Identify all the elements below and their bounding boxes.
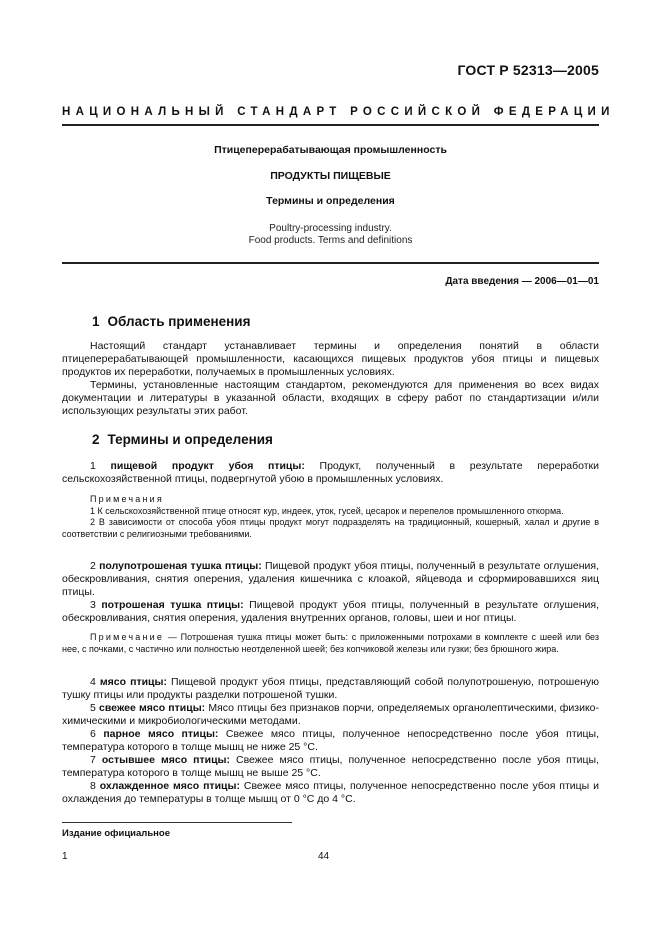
term-1-number: 1 (90, 460, 96, 472)
term-1-definition: Продукт, полученный в результате переработки сельскохозяйственной птицы, подвергнутой убою в промышленных условиях. (62, 460, 599, 485)
section-1-number: 1 (92, 314, 100, 329)
products-title: ПРОДУКТЫ ПИЩЕВЫЕ (270, 170, 391, 182)
english-title-line-2: Food products. Terms and definitions (248, 235, 413, 246)
term-4-definition: Пищевой продукт убоя птицы, представляющий собой полупотрошеную, потрошеную тушку птицы или продукты разделки потрошеной тушки. (62, 676, 599, 701)
section-2-title: Термины и определения (107, 432, 273, 447)
term-7-number: 7 (90, 754, 96, 766)
section-1-title: Область применения (107, 314, 251, 329)
term-3 (62, 599, 599, 625)
note-1: 1 К сельскохозяйственной птице относят кур, индеек, уток, гусей, цесарок и перепелов промышленного откорма. (90, 505, 564, 516)
term-6 (62, 728, 599, 754)
term-2-number: 2 (90, 560, 96, 572)
notes-block (62, 494, 599, 540)
gost-number: ГОСТ Р 52313—2005 (457, 62, 599, 78)
note-3-text: — Потрошеная тушка птицы может быть: с приложенными потрохами в комплекте с шеей или без нее, с почками, с частично или полностью неотделенной шеей; без копчиковой железы или гузки; без брюшного жира. (62, 632, 599, 654)
term-4-number: 4 (90, 676, 96, 688)
term-3-definition: Пищевой продукт убоя птицы, полученный в результате оглушения, обескровливания, снятия оперения, удаления внутренних органов, головы, шеи и ног птицы. (62, 599, 599, 624)
term-6-name: парное мясо птицы: (103, 728, 219, 740)
term-2-name: полупотрошеная тушка птицы: (99, 560, 262, 572)
footer-divider (62, 822, 292, 823)
term-2-definition: Пищевой продукт убоя птицы, полученный в результате оглушения, обескровливания, снятия оперения, удаления кишечника с клоакой, яйцевода и сформировавшихся яиц птицы. (62, 560, 599, 598)
term-7 (62, 754, 599, 780)
section-1-paragraph-2: Термины, установленные настоящим стандартом, рекомендуются для применения во всех видах документации и литературы в указанной области, входящих в сферу работ по стандартизации и/или использующих результаты этих работ. (62, 379, 599, 417)
section-1-body (62, 340, 599, 418)
term-8 (62, 780, 599, 806)
english-title-line-1: Poultry-processing industry. (269, 223, 392, 234)
notes-label: Примечания (90, 494, 164, 504)
term-3-number: 3 (90, 599, 96, 611)
term-4-name: мясо птицы: (99, 676, 167, 688)
section-1-heading (92, 314, 250, 329)
term-6-number: 6 (90, 728, 96, 740)
title-divider (62, 262, 599, 264)
introduction-date: Дата введения — 2006—01—01 (445, 276, 599, 287)
english-title (62, 223, 599, 247)
terms-4-8 (62, 676, 599, 806)
term-7-name: остывшее мясо птицы: (101, 754, 230, 766)
term-6-definition: Свежее мясо птицы, полученное непосредственно после убоя птицы, температура которого в толще мышц не ниже 25 °С. (62, 728, 600, 753)
term-5 (62, 702, 599, 728)
note-3-label: Примечание (90, 632, 165, 642)
term-8-definition: Свежее мясо птицы, полученное непосредственно после убоя птицы и охлаждения до температуры в толще мышц от 0 °С до 4 °С. (62, 780, 599, 805)
term-3-name: потрошеная тушка птицы: (101, 599, 244, 611)
industry-title: Птицеперерабатывающая промышленность (214, 144, 447, 156)
term-2 (62, 560, 599, 599)
section-2-heading (92, 432, 273, 447)
terms-title: Термины и определения (266, 195, 395, 207)
term-1 (62, 460, 599, 486)
term-8-name: охлажденное мясо птицы: (99, 780, 240, 792)
section-1-paragraph-1: Настоящий стандарт устанавливает термины и определения понятий в области птицеперерабатывающей промышленности, касающихся пищевых продуктов убоя птицы и пищевых продуктов их переработки, получаемых в промышленных условиях. (62, 340, 599, 378)
national-standard-banner: НАЦИОНАЛЬНЫЙ СТАНДАРТ РОССИЙСКОЙ ФЕДЕРАЦИИ (62, 106, 615, 118)
term-5-number: 5 (90, 702, 96, 714)
page-number: 44 (318, 851, 330, 862)
sheet-number: 1 (62, 851, 68, 862)
official-edition-label: Издание официальное (62, 828, 170, 839)
terms-2-3 (62, 560, 599, 625)
term-8-number: 8 (90, 780, 96, 792)
term-5-name: свежее мясо птицы: (99, 702, 206, 714)
note-2: 2 В зависимости от способа убоя птицы продукт могут подразделять на традиционный, кошерный, халал и другие в соответствии с религиозными требованиями. (62, 517, 599, 539)
section-2-number: 2 (92, 432, 100, 447)
term-5-definition: Мясо птицы без признаков порчи, определяемых органолептическими, физико-химическими и микробиологическими методами. (62, 702, 599, 727)
term-4 (62, 676, 599, 702)
note-3-block (62, 632, 599, 655)
term-1-name: пищевой продукт убоя птицы: (110, 460, 305, 472)
top-divider (62, 124, 599, 126)
term-7-definition: Свежее мясо птицы, полученное непосредственно после убоя птицы, температура которого в толще мышц не выше 25 °С. (62, 754, 600, 779)
